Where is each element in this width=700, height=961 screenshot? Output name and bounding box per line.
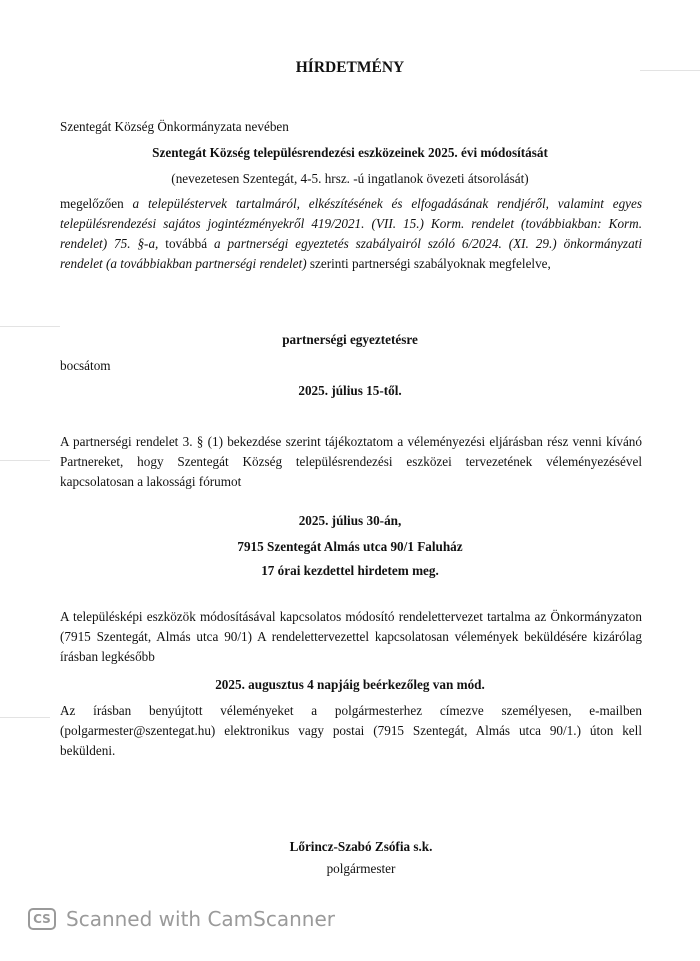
submission-paragraph: Az írásban benyújtott véleményeket a polgármesterhez címezve személyesen, e-mailben (polgarmester@szentegat.hu) elektronikus vagy postai (7915 Szentegát, Almás utca 90/1.) úton kell beküldeni. (60, 703, 642, 758)
draft-availability-paragraph: A településképi eszközök módosításával kapcsolatos módosító rendelettervezet tartalma az Önkormányzaton (7915 Szentegát, Almás utca 90/1) A rendelettervezettel kapcsolatosan vélemények beküldésére kizárólag írásban legkésőbb (60, 609, 642, 664)
legal-tail: szerinti partnerségi szabályoknak megfelelve, (306, 256, 551, 271)
legal-mid: továbbá (158, 236, 214, 251)
partnership-heading: partnerségi egyeztetésre (282, 332, 418, 347)
scan-noise (0, 717, 50, 718)
camscanner-logo-icon: CS (28, 908, 56, 930)
legal-ref-1: a településtervek tartalmáról, elkészítésének és elfogadásának rendjéről, valamint egyes településrendezési sajátos jogintézményekről 419/2021. (VII. 15.) Korm. rendelet (továbbiakban: Korm. rendelet) 75. §-a, (60, 196, 642, 251)
document-title: HÍRDETMÉNY (295, 59, 405, 76)
signature-title: polgármester (326, 861, 396, 876)
legal-lead: megelőzően (60, 196, 133, 211)
legal-basis-paragraph (60, 194, 642, 274)
start-date: 2025. július 15-től. (298, 383, 402, 398)
issuer-line: Szentegát Község Önkormányzata nevében (60, 119, 289, 134)
scan-noise (0, 326, 60, 327)
watermark-text: Scanned with CamScanner (66, 907, 335, 931)
forum-notice-paragraph: A partnerségi rendelet 3. § (1) bekezdése szerint tájékoztatom a véleményezési eljárásban rész venni kívánó Partnereket, hogy Szentegát Község településrendezési eszközei tervezetének véleményezésével kapcsolatosan a lakossági fórumot (60, 434, 642, 489)
deadline: 2025. augusztus 4 napjáig beérkezőleg van mód. (215, 677, 485, 692)
subject-line: Szentegát Község településrendezési eszközeinek 2025. évi módosítását (152, 145, 548, 160)
forum-place: 7915 Szentegát Almás utca 90/1 Faluház (237, 539, 463, 554)
subject-detail: (nevezetesen Szentegát, 4-5. hrsz. -ú ingatlanok övezeti átsorolását) (171, 171, 529, 186)
forum-time: 17 órai kezdettel hirdetem meg. (261, 563, 439, 578)
submit-verb: bocsátom (60, 358, 111, 373)
camscanner-watermark (28, 904, 335, 934)
legal-ref-2: a partnerségi egyeztetés szabályairól szóló 6/2024. (XI. 29.) önkormányzati rendelet (a továbbiakban partnerségi rendelet) (60, 236, 642, 271)
scan-noise (0, 460, 50, 461)
forum-date: 2025. július 30-án, (298, 513, 402, 528)
signature-name: Lőrincz-Szabó Zsófia s.k. (289, 839, 433, 854)
